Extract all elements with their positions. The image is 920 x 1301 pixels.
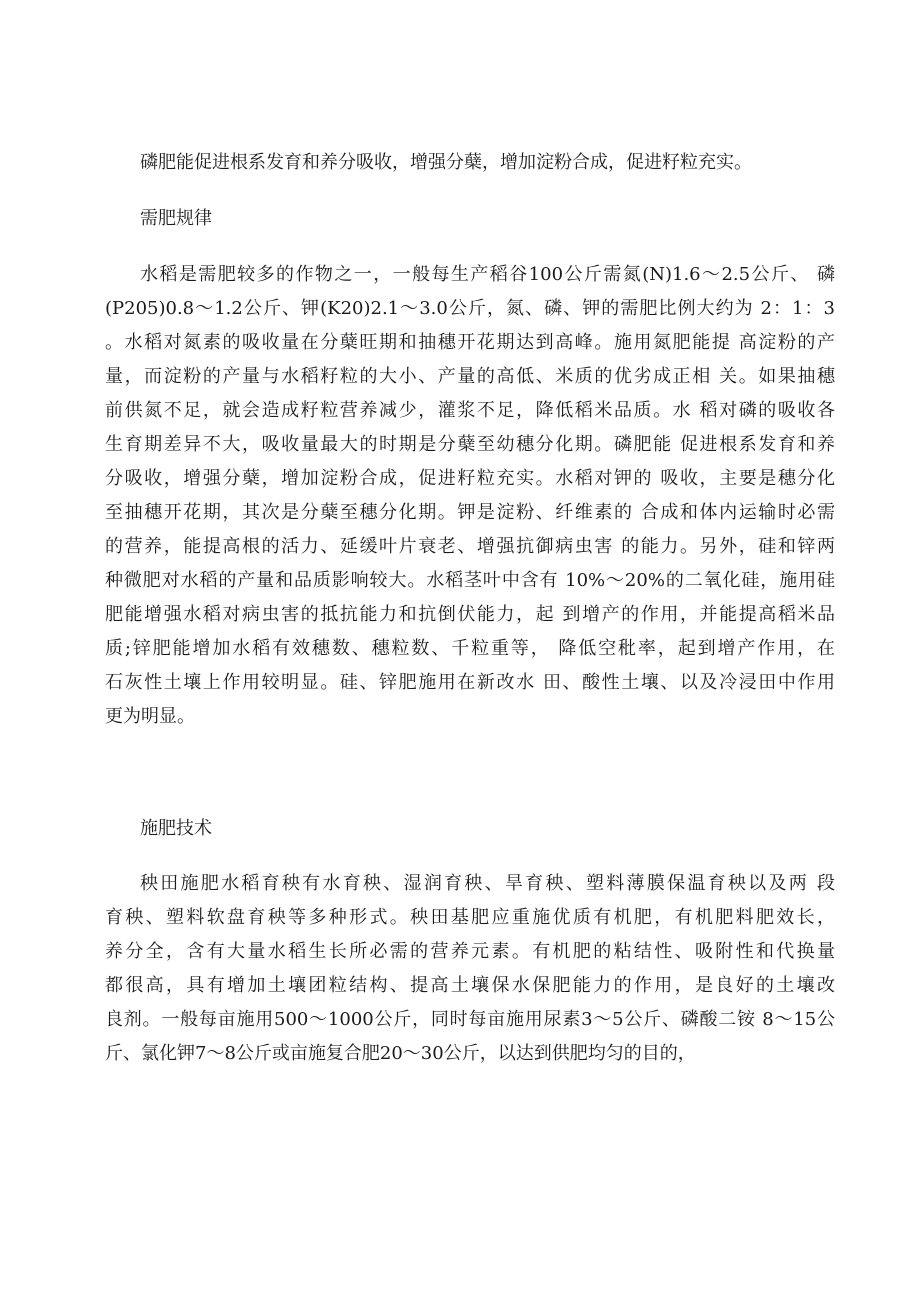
text-line: 育秧、塑料软盘育秧等多种形式。秧田基肥应重施优质有机肥，有机肥料肥效长， [105, 907, 835, 928]
text-line: 养分全，含有大量水稻生长所必需的营养元素。有机肥的粘结性、吸附性和代换量 [105, 941, 835, 962]
text-line: 质;锌肥能增加水稻有效穗数、穗粒数、千粒重等， 降低空秕率，起到增产作用，在 [105, 638, 835, 659]
text-line: 生育期差异不大，吸收量最大的时期是分蘖至幼穗分化期。磷肥能 促进根系发育和养 [105, 434, 835, 455]
text-line: 肥能增强水稻对病虫害的抵抗能力和抗倒伏能力，起 到增产的作用，并能提高稻米品 [105, 604, 835, 625]
text-line: 更为明显。 [105, 706, 195, 727]
text-line: 良剂。一般每亩施用500～1000公斤，同时每亩施用尿素3～5公斤、磷酸二铵 8～15公 [105, 1009, 835, 1030]
text-line: 都很高，具有增加土壤团粒结构、提高土壤保水保肥能力的作用，是良好的土壤改 [105, 975, 835, 996]
text-line: 石灰性土壤上作用较明显。硅、锌肥施用在新改水 田、酸性土壤、以及冷浸田中作用 [105, 672, 835, 693]
text-line: 的营养，能提高根的活力、延缓叶片衰老、增强抗御病虫害 的能力。另外，硅和锌两 [105, 536, 835, 557]
text-line: 斤、氯化钾7～8公斤或亩施复合肥20～30公斤，以达到供肥均匀的目的， [105, 1043, 696, 1064]
text-line: 。水稻对氮素的吸收量在分蘖旺期和抽穗开花期达到高峰。施用氮肥能提 高淀粉的产 [105, 332, 835, 353]
text-line: 分吸收，增强分蘖，增加淀粉合成，促进籽粒充实。水稻对钾的 吸收，主要是穗分化 [105, 468, 835, 489]
text-line: 种微肥对水稻的产量和品质影响较大。水稻茎叶中含有 10%～20%的二氧化硅，施用硅 [105, 570, 835, 591]
text-line: 水稻是需肥较多的作物之一，一般每生产稻谷100公斤需氮(N)1.6～2.5公斤、 磷 [140, 264, 835, 285]
section-heading-fertilization-technique: 施肥技术 [140, 818, 212, 839]
intro-paragraph: 磷肥能促进根系发育和养分吸收，增强分蘖，增加淀粉合成，促进籽粒充实。 [140, 152, 752, 173]
text-line: 量，而淀粉的产量与水稻籽粒的大小、产量的高低、米质的优劣成正相 关。如果抽穗 [105, 366, 835, 387]
text-line: 前供氮不足，就会造成籽粒营养减少，灌浆不足，降低稻米品质。水 稻对磷的吸收各 [105, 400, 835, 421]
text-line: 至抽穗开花期，其次是分蘖至穗分化期。钾是淀粉、纤维素的 合成和体内运输时必需 [105, 502, 835, 523]
text-line: (P205)0.8～1.2公斤、钾(K20)2.1～3.0公斤，氮、磷、钾的需肥比例大约为 2：1：3 [105, 298, 835, 319]
text-line: 秧田施肥水稻育秧有水育秧、湿润育秧、旱育秧、塑料薄膜保温育秧以及两 段 [140, 873, 835, 894]
section-heading-fertilizer-needs: 需肥规律 [140, 208, 212, 229]
